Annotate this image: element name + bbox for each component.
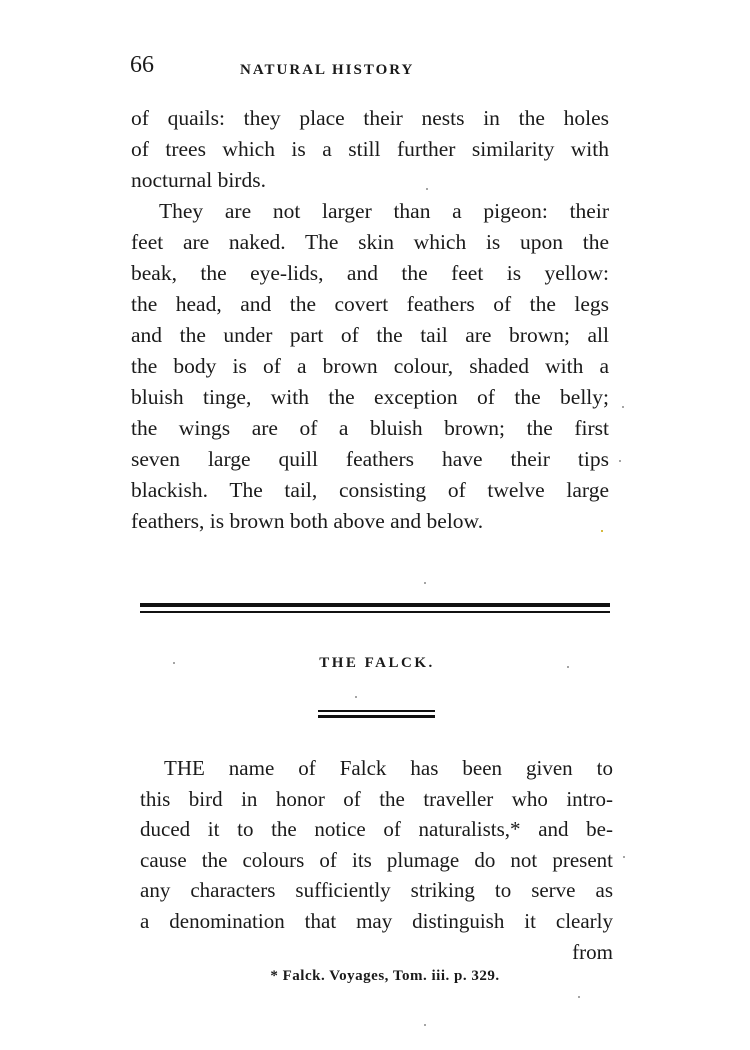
text-line: a denomination that may distinguish it clearly: [140, 908, 613, 933]
text-line: cause the colours of its plumage do not present: [140, 847, 613, 872]
text-line: this bird in honor of the traveller who intro-: [140, 786, 613, 811]
page-number: 66: [130, 52, 154, 78]
text-line: nocturnal birds.: [131, 168, 266, 192]
paper-speck: [619, 460, 621, 462]
section-divider-thick: [140, 603, 610, 607]
text-line: the head, and the covert feathers of the legs: [131, 292, 609, 316]
text-line: and the under part of the tail are brown; all: [131, 323, 609, 347]
section-divider-thin: [140, 611, 610, 613]
paper-speck: [623, 856, 625, 858]
paper-speck: [424, 582, 426, 584]
text-line: feathers, is brown both above and below.: [131, 509, 484, 533]
text-line: bluish tinge, with the exception of the belly;: [131, 385, 609, 409]
running-head: NATURAL HISTORY: [240, 62, 415, 78]
title-underline-rule: [318, 710, 435, 712]
catchword: from: [572, 939, 613, 964]
title-underline-rule: [318, 715, 435, 718]
section-title: THE FALCK.: [319, 655, 435, 671]
text-line: seven large quill feathers have their tips: [131, 447, 609, 471]
paper-speck: [424, 1024, 426, 1026]
footnote: * Falck. Voyages, Tom. iii. p. 329.: [270, 968, 500, 984]
paper-speck: [567, 666, 569, 668]
paper-speck: [426, 188, 428, 190]
text-line: THE name of Falck has been given to: [164, 756, 613, 780]
text-line: blackish. The tail, consisting of twelve large: [131, 478, 609, 502]
paper-speck: [601, 530, 603, 532]
paper-speck: [355, 696, 357, 698]
section-two-text: [140, 753, 613, 967]
text-line: the wings are of a bluish brown; the first: [131, 416, 609, 440]
text-line: of trees which is a still further similarity with: [131, 137, 609, 161]
text-line: beak, the eye-lids, and the feet is yellow:: [131, 261, 609, 285]
text-line: any characters sufficiently striking to serve as: [140, 878, 613, 903]
section-one-text: [131, 103, 609, 537]
text-line: of quails: they place their nests in the holes: [131, 106, 609, 130]
text-line: duced it to the notice of naturalists,* and be-: [140, 817, 613, 842]
paper-speck: [578, 996, 580, 998]
text-line: feet are naked. The skin which is upon the: [131, 230, 609, 254]
text-line: the body is of a brown colour, shaded with a: [131, 354, 609, 378]
paper-speck: [622, 406, 624, 408]
paper-speck: [173, 662, 175, 664]
text-line: They are not larger than a pigeon: their: [159, 199, 609, 223]
